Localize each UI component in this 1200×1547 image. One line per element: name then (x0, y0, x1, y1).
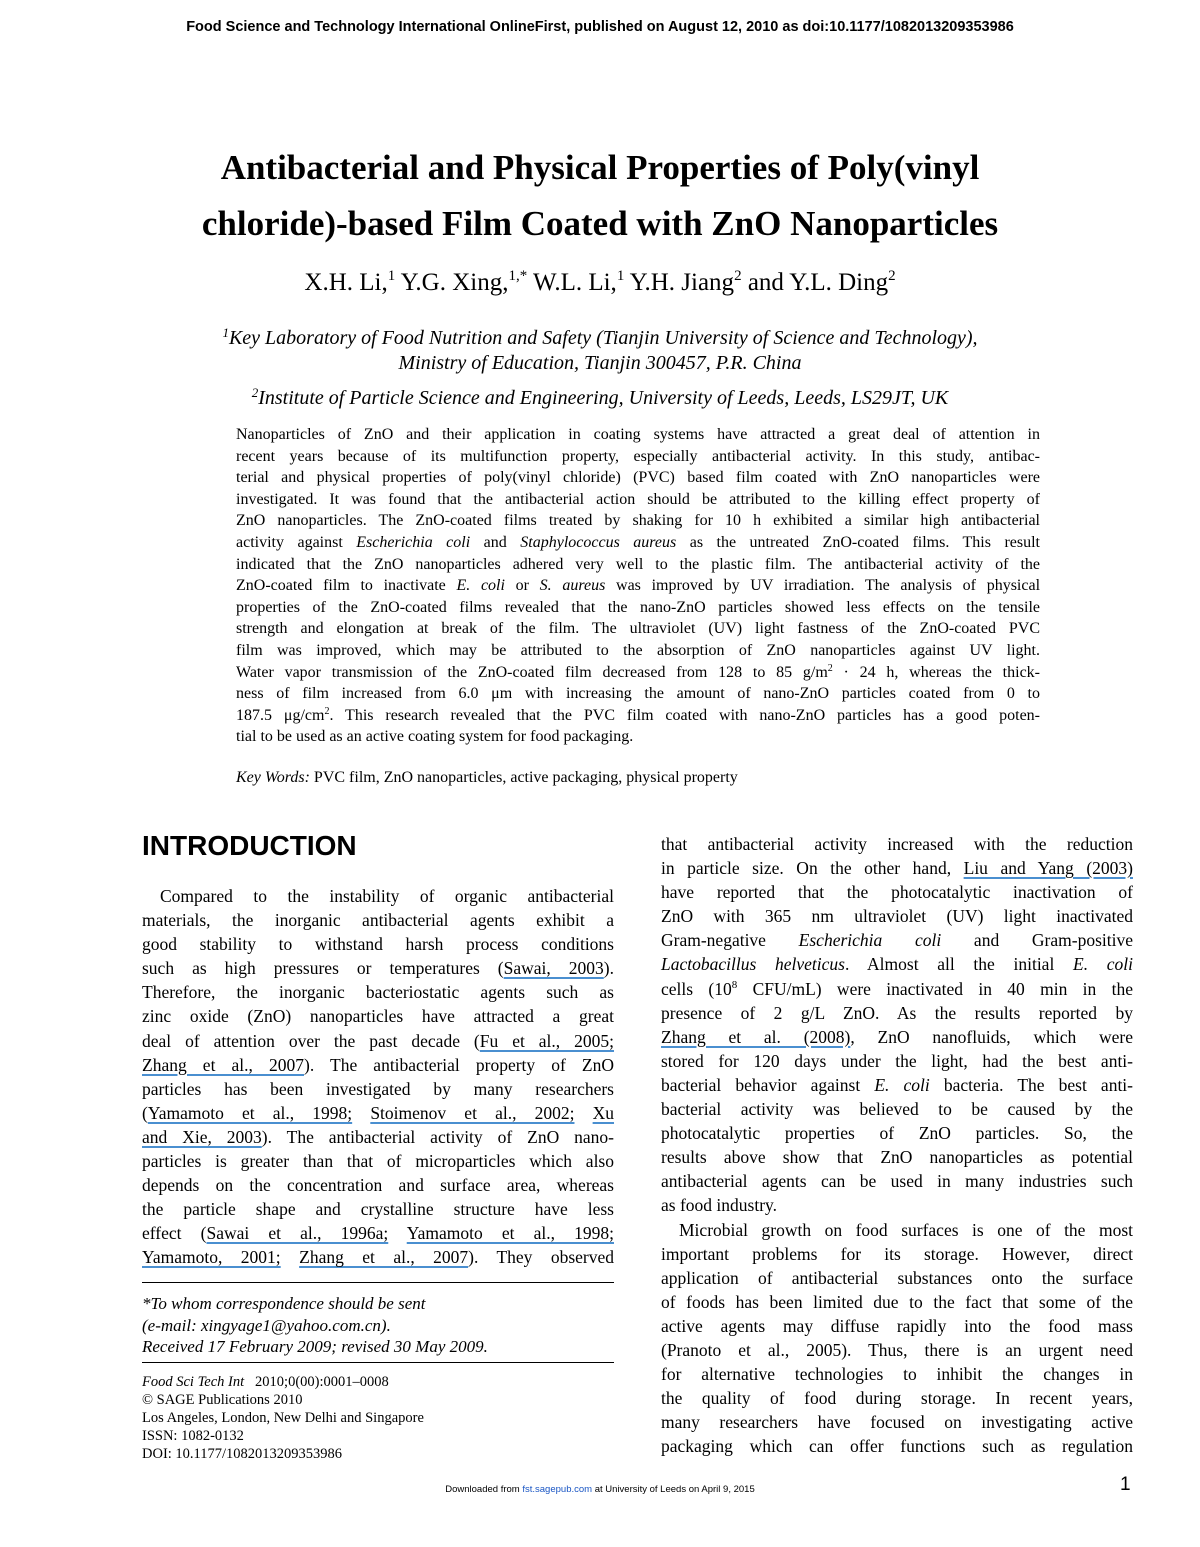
right-column (661, 832, 1133, 1458)
body-line: bacterial activity was believed to be caused by the (661, 1099, 1133, 1120)
keywords-label: Key Words: (236, 769, 310, 786)
text: and Gram-positive (941, 930, 1134, 951)
species-name: E. coli (874, 1074, 930, 1095)
doi: DOI: 10.1177/1082013209353986 (142, 1446, 343, 1462)
abstract-line (236, 662, 1040, 684)
body-line: zinc oxide (ZnO) nanoparticles have attracted a great (142, 1006, 614, 1027)
abstract-line: film was improved, which may be attributed to the absorption of ZnO nanoparticles against UV light. (236, 641, 1040, 659)
abstract-line: ZnO nanoparticles. The ZnO-coated films treated by shaking for 10 h exhibited a similar high antibacterial (236, 512, 1040, 530)
body-line (661, 856, 1133, 880)
text: such as high pressures or temperatures ( (142, 958, 504, 979)
text: Gram-negative (661, 930, 799, 951)
citation-link[interactable]: Sawai et al., 1996a; (206, 1223, 389, 1244)
body-line (142, 1245, 614, 1269)
body-line: as food industry. (661, 1195, 778, 1216)
citation-link[interactable]: Zhang et al., 2007 (142, 1054, 305, 1075)
body-line (661, 952, 1133, 976)
body-line: for alternative technologies to inhibit the changes in (661, 1364, 1133, 1385)
citation-link[interactable]: Zhang et al., 2007 (299, 1247, 469, 1268)
download-source-link[interactable]: fst.sagepub.com (522, 1484, 593, 1495)
body-line: have reported that the photocatalytic inactivation of (661, 882, 1133, 903)
affiliation-1-cont: Ministry of Education, Tianjin 300457, P.R. China (398, 352, 802, 374)
abstract-line: ness of film increased from 6.0 μm with increasing the amount of nano-ZnO particles coated from 0 to (236, 685, 1040, 703)
text: ). (603, 958, 614, 979)
citation-link[interactable]: Stoimenov et al., 2002; (370, 1102, 575, 1123)
abstract-line: strength and elongation at break of the film. The ultraviolet (UV) light fastness of the ZnO-coated PVC (236, 620, 1040, 638)
body-line (142, 1101, 614, 1125)
body-line: that antibacterial activity increased with the reduction (661, 834, 1133, 854)
body-line (661, 977, 1133, 1001)
footnote-divider (142, 1362, 614, 1363)
journal-banner: Food Science and Technology International OnlineFirst, published on August 12, 2010 as doi:10.1177/1082013209353986 (186, 19, 1014, 35)
journal-info (142, 1373, 424, 1463)
text: was improved by UV irradiation. The analysis of physical (605, 577, 1041, 595)
species-name: Lactobacillus helveticus (661, 954, 845, 975)
download-text: Downloaded from (445, 1484, 523, 1495)
correspondence-email: (e-mail: xingyage1@yahoo.com.cn). (142, 1315, 391, 1335)
body-line (142, 1221, 614, 1245)
journal-issue: 2010;0(00):0001–0008 (255, 1374, 389, 1390)
species-name: Staphylococcus aureus (520, 533, 677, 551)
publisher-locations: Los Angeles, London, New Delhi and Singapore (142, 1410, 424, 1426)
abstract-line: terial and physical properties of poly(vinyl chloride) (PVC) based film coated with ZnO nanoparticles were (236, 469, 1040, 487)
citation-link[interactable]: and Xie, 2003 (142, 1126, 262, 1147)
author-name: and Y.L. Ding (747, 269, 889, 296)
body-line: depends on the concentration and surface area, whereas (142, 1175, 614, 1196)
body-line: the particle shape and crystalline structure have less (142, 1199, 614, 1220)
abstract-line (236, 705, 1040, 727)
text: ( (142, 1102, 148, 1123)
author-name: W.L. Li, (533, 269, 617, 296)
text: as the untreated ZnO-coated films. This result (676, 533, 1041, 551)
abstract-line: Nanoparticles of ZnO and their application in coating systems have attracted a great deal of attention in (236, 426, 1040, 443)
abstract-line: recent years because of its multifunction property, especially antibacterial activity. In this study, antibac- (236, 447, 1040, 465)
body-line: (Pranoto et al., 2005). Thus, there is an urgent need (661, 1339, 1133, 1360)
title-line: chloride)-based Film Coated with ZnO Nanoparticles (201, 204, 999, 243)
body-line (142, 956, 614, 980)
body-line: antibacterial agents can be used in many industries such (661, 1171, 1133, 1192)
species-name: S. aureus (539, 577, 606, 595)
text: activity against (236, 533, 357, 551)
affiliation-text: Institute of Particle Science and Engineering, University of Leeds, Leeds, LS29JT, UK (258, 387, 949, 409)
body-line: Microbial growth on food surfaces is one of the most (679, 1219, 1133, 1240)
text: in particle size. On the other hand, (661, 858, 964, 879)
text: and (470, 533, 521, 551)
text: ). They observed (468, 1247, 615, 1268)
body-line: particles is greater than that of microparticles which also (142, 1151, 614, 1172)
body-line (661, 928, 1133, 952)
text: CFU/mL) were inactivated in 40 min in the (737, 978, 1133, 999)
journal-citation (142, 1373, 424, 1391)
text: effect ( (142, 1223, 207, 1244)
download-note (0, 1484, 1200, 1495)
text: bacteria. The best anti- (929, 1074, 1133, 1095)
text: Water vapor transmission of the ZnO-coated film decreased from 128 to 85 g/m (236, 663, 828, 681)
affiliation-mark: 1 (222, 325, 229, 340)
text: ). The antibacterial activity of ZnO nano- (261, 1126, 614, 1147)
superscript: 8 (731, 978, 738, 991)
text: , ZnO nanofluids, which were (850, 1026, 1134, 1047)
article-title (150, 140, 1050, 252)
body-line: results above show that ZnO nanoparticles as potential (661, 1147, 1133, 1168)
citation-link[interactable]: Yamamoto, 2001; (142, 1247, 281, 1268)
author-affiliation-mark: 2 (888, 268, 896, 284)
body-line: presence of 2 g/L ZnO. As the results reported by (661, 1002, 1133, 1023)
citation-link[interactable]: Xu (592, 1102, 615, 1123)
keywords (236, 769, 738, 787)
author-name: Y.H. Jiang (629, 269, 735, 296)
left-column (142, 884, 614, 1270)
author-affiliation-mark: 1,* (508, 268, 528, 284)
citation-link[interactable]: Sawai, 2003 (503, 958, 604, 979)
affiliation-mark: 2 (251, 385, 259, 400)
body-line: application of antibacterial substances onto the surface (661, 1267, 1133, 1288)
body-line (142, 1125, 614, 1149)
body-line: Therefore, the inorganic bacteriostatic agents such as (142, 982, 614, 1003)
abstract-line (236, 532, 1040, 554)
citation-link[interactable]: Liu and Yang (2003) (963, 858, 1133, 879)
author-affiliation-mark: 1 (387, 268, 396, 284)
text: ). The antibacterial property of ZnO (304, 1054, 615, 1075)
author-affiliation-mark: 1 (616, 268, 625, 284)
body-line: many researchers have focused on investigating active (661, 1412, 1133, 1433)
affiliations (150, 320, 1050, 411)
copyright: © SAGE Publications 2010 (142, 1392, 303, 1408)
species-name: Escherichia coli (798, 930, 942, 951)
abstract (236, 424, 1040, 748)
body-line: active agents may diffuse rapidly into the food mass (661, 1315, 1133, 1336)
abstract-line (236, 575, 1040, 597)
body-line: of foods has been limited due to the fact that some of the (661, 1291, 1133, 1312)
body-line (142, 1053, 614, 1077)
citation-link[interactable]: Fu et al., 2005; (479, 1030, 614, 1051)
body-line (142, 1029, 614, 1053)
title-line: Antibacterial and Physical Properties of Poly(vinyl (220, 148, 980, 187)
page-number: 1 (1120, 1474, 1131, 1495)
citation-link[interactable]: Yamamoto et al., 1998; (406, 1223, 614, 1244)
citation-link[interactable]: Yamamoto et al., 1998; (147, 1102, 353, 1123)
text: ZnO-coated film to inactivate (236, 577, 457, 595)
species-name: E. coli (456, 577, 505, 595)
body-line (661, 1073, 1133, 1097)
body-line: materials, the inorganic antibacterial agents exhibit a (142, 910, 614, 931)
citation-link[interactable]: Zhang et al. (2008) (661, 1026, 851, 1047)
footnote-divider (142, 1282, 614, 1283)
download-text: at University of Leeds on April 9, 2015 (592, 1484, 755, 1495)
correspondence-line: *To whom correspondence should be sent (142, 1294, 426, 1313)
affiliation-2 (150, 380, 1050, 411)
body-line: packaging which can offer functions such as regulation (661, 1436, 1133, 1457)
body-line: ZnO with 365 nm ultraviolet (UV) light inactivated (661, 906, 1133, 927)
body-line: important problems for its storage. However, direct (661, 1243, 1133, 1264)
text: . Almost all the initial (844, 954, 1073, 975)
body-line: Compared to the instability of organic antibacterial (160, 886, 614, 906)
issn: ISSN: 1082-0132 (142, 1428, 244, 1444)
text: 187.5 μg/cm (236, 706, 325, 724)
affiliation-1 (150, 320, 1050, 351)
text: bacterial behavior against (661, 1074, 875, 1095)
body-line (661, 1025, 1133, 1049)
text: · 24 h, whereas the thick- (832, 663, 1041, 681)
body-line: photocatalytic properties of ZnO particles. So, the (661, 1123, 1133, 1144)
body-line: the quality of food during storage. In recent years, (661, 1388, 1133, 1409)
superscript: 2 (827, 662, 833, 674)
section-heading-introduction: INTRODUCTION (142, 830, 357, 861)
abstract-line: investigated. It was found that the antibacterial action should be attributed to the killing effect property of (236, 490, 1040, 508)
text: deal of attention over the past decade ( (142, 1030, 480, 1051)
author-name: Y.G. Xing, (400, 269, 509, 296)
species-name: E. coli (1073, 954, 1133, 975)
text: or (504, 577, 540, 595)
author-affiliation-mark: 2 (734, 268, 742, 284)
species-name: Escherichia coli (356, 533, 471, 551)
author-list (0, 268, 1200, 297)
text: . This research revealed that the PVC film coated with nano-ZnO particles has a good poten- (329, 706, 1040, 724)
keywords-text: PVC film, ZnO nanoparticles, active packaging, physical property (313, 769, 738, 786)
journal-name: Food Sci Tech Int (142, 1374, 245, 1390)
superscript: 2 (324, 705, 330, 717)
body-line: particles has been investigated by many researchers (142, 1078, 614, 1099)
abstract-line: properties of the ZnO-coated films revealed that the nano-ZnO particles showed less effects on the tensile (236, 598, 1040, 616)
abstract-line: indicated that the ZnO nanoparticles adhered very well to the plastic film. The antibacterial activity of the (236, 555, 1040, 573)
body-line: stored for 120 days under the light, had the best anti- (661, 1050, 1133, 1071)
author-name: X.H. Li, (304, 269, 388, 296)
text: cells (10 (661, 978, 732, 999)
body-line: good stability to withstand harsh process conditions (142, 934, 614, 955)
abstract-line: tial to be used as an active coating system for food packaging. (236, 728, 634, 746)
correspondence-note (142, 1293, 488, 1358)
affiliation-text: Key Laboratory of Food Nutrition and Safety (Tianjin University of Science and Technology), (228, 327, 978, 349)
received-dates: Received 17 February 2009; revised 30 May 2009. (142, 1337, 488, 1356)
